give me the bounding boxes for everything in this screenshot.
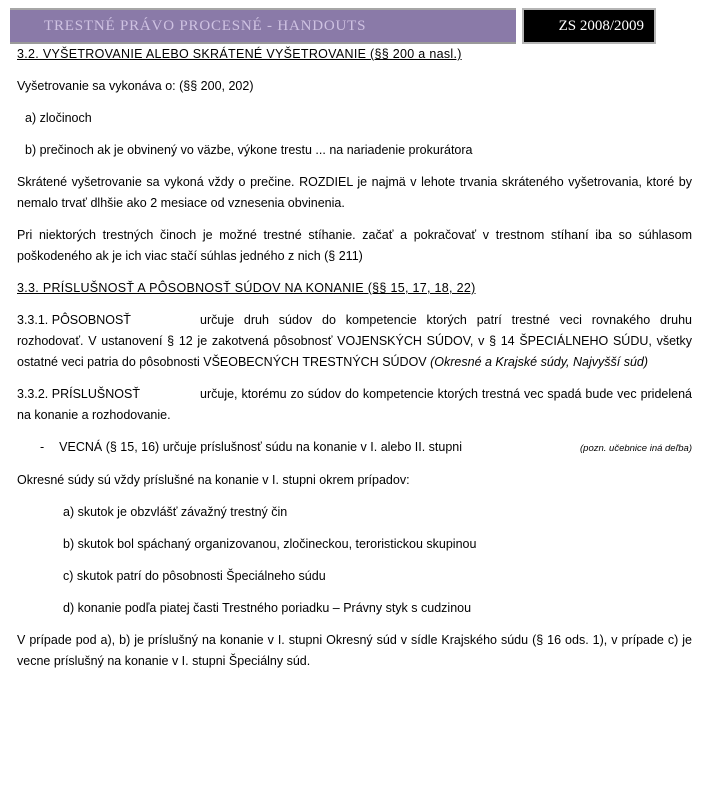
closing-paragraph: V prípade pod a), b) je príslušný na konanie v I. stupni Okresný súd v sídle Krajského súdu (§ 16 ods. 1), v prípade c) je vecne príslušný na konanie v I. stupni Špeciálny súd. xyxy=(17,633,692,668)
investigation-intro: Vyšetrovanie sa vykonáva o: (§§ 200, 202) xyxy=(17,79,254,93)
title-banner xyxy=(10,8,516,44)
case-item-c: c) skutok patrí do pôsobnosti Špeciálneho súdu xyxy=(63,569,326,583)
document-header xyxy=(10,8,656,44)
paragraph-prislusnost xyxy=(17,384,692,426)
section-3-2-heading: 3.2. VYŠETROVANIE ALEBO SKRÁTENÉ VYŠETROVANIE (§§ 200 a nasl.) xyxy=(17,47,462,61)
prislusnost-text: určuje, ktorému zo súdov do kompetencie ktorých trestná vec spadá bude vec pridelená na konanie a rozhodovanie. xyxy=(17,387,692,422)
list-item-b: b) prečinoch ak je obvinený vo väzbe, výkone trestu ... na nariadenie prokurátora xyxy=(25,143,473,157)
dash-bullet: - xyxy=(40,440,45,454)
list-item-a: a) zločinoch xyxy=(25,111,92,125)
case-item-d: d) konanie podľa piatej časti Trestného poriadku – Právny styk s cudzinou xyxy=(63,601,472,615)
document-title: TRESTNÉ PRÁVO PROCESNÉ - HANDOUTS xyxy=(44,17,367,34)
case-item-b: b) skutok bol spáchaný organizovanou, zločineckou, teroristickou skupinou xyxy=(63,537,477,551)
posobnost-label: 3.3.1. PÔSOBNOSŤ xyxy=(17,313,131,327)
okresne-sudy-intro: Okresné súdy sú vždy príslušné na konanie v I. stupni okrem prípadov: xyxy=(17,473,410,487)
vecna-text: VECNÁ (§ 15, 16) určuje príslušnosť súdu na konanie v I. alebo II. stupni xyxy=(59,440,462,454)
vecna-left xyxy=(17,437,462,458)
term-box xyxy=(522,8,656,44)
paragraph-skratene-vysetrovanie: Skrátené vyšetrovanie sa vykoná vždy o prečine. ROZDIEL je najmä v lehote trvania skráteného vyšetrovania, ktoré by nemalo trvať dlhšie ako 2 mesiace od vznesenia obvinenia. xyxy=(17,175,692,210)
section-3-3-heading: 3.3. PRÍSLUŠNOSŤ A PÔSOBNOSŤ SÚDOV NA KONANIE (§§ 15, 17, 18, 22) xyxy=(17,281,476,295)
posobnost-text: určuje druh súdov do kompetencie ktorých patrí trestné veci rovnakého druhu rozhodovať. V ustanovení § 12 je zakotvená pôsobnosť VOJENSKÝCH SÚDOV, v § 14 ŠPECIÁLNEHO SÚDU, všetky ostatné veci patria do pôsobnosti VŠEOBECNÝCH TRESTNÝCH SÚDOV xyxy=(17,313,692,369)
paragraph-posobnost xyxy=(17,310,692,373)
vecna-line xyxy=(17,437,692,459)
margin-note: (pozn. učebnice iná deľba) xyxy=(580,443,692,454)
document-body xyxy=(0,44,709,672)
paragraph-suhlas-poskodeneho: Pri niektorých trestných činoch je možné trestné stíhanie. začať a pokračovať v trestnom stíhaní iba so súhlasom poškodeného ak je ich viac stačí súhlas jedného z nich (§ 211) xyxy=(17,228,692,263)
posobnost-courts-note: (Okresné a Krajské súdy, Najvyšší súd) xyxy=(430,355,649,369)
case-item-a: a) skutok je obzvlášť závažný trestný čin xyxy=(63,505,288,519)
term-label: ZS 2008/2009 xyxy=(558,17,644,34)
prislusnost-label: 3.3.2. PRÍSLUŠNOSŤ xyxy=(17,387,140,401)
